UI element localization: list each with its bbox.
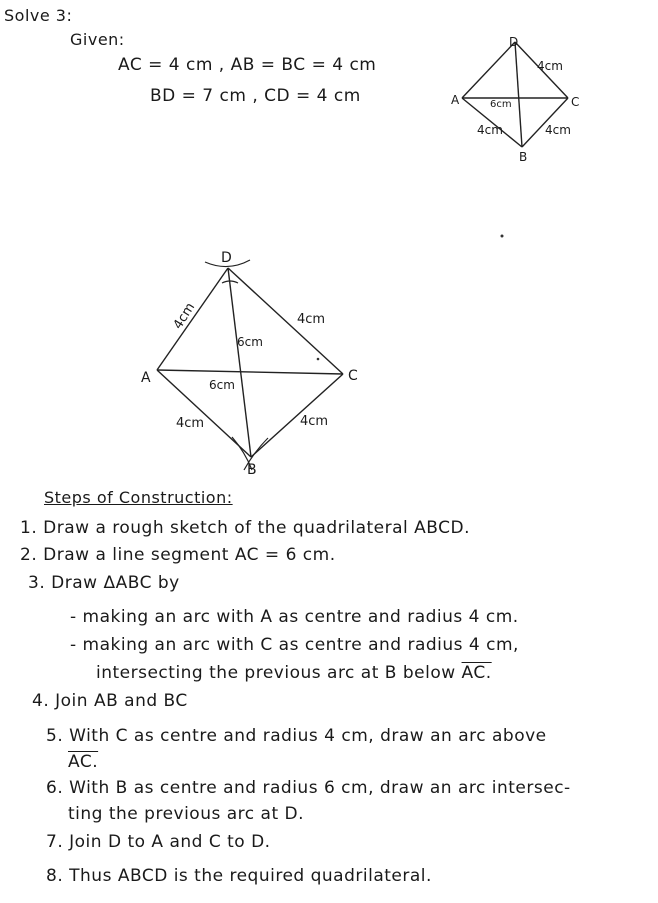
construction-figure — [141, 250, 358, 478]
step-number: 6. — [46, 778, 64, 798]
step-5 — [46, 726, 547, 746]
segment-ac: AC. — [461, 663, 492, 683]
step-text: Thus ABCD is the required quadrilateral. — [69, 866, 432, 886]
label-bd: 6cm — [237, 335, 263, 349]
step-6 — [46, 778, 571, 798]
vertex-b: B — [247, 462, 257, 478]
step-8 — [46, 866, 432, 886]
step-3c — [96, 663, 492, 683]
step-6-continued — [68, 804, 304, 824]
step-text: intersecting the previous arc at B below — [96, 663, 456, 683]
label-dc: 4cm — [297, 312, 326, 327]
step-text: Draw ΔABC by — [51, 573, 180, 593]
step-text: With B as centre and radius 6 cm, draw an arc intersec- — [69, 778, 571, 798]
rough-label-bc: 4cm — [545, 123, 571, 137]
step-number: 2. — [20, 545, 38, 565]
vertex-d: D — [221, 250, 232, 266]
given-line-1: AC = 4 cm , AB = BC = 4 cm — [118, 55, 377, 75]
step-7 — [46, 832, 271, 852]
diagonal-bd — [228, 268, 251, 457]
rough-side-ad — [462, 42, 515, 98]
step-text: ting the previous arc at D. — [68, 804, 305, 824]
steps-heading: Steps of Construction: — [44, 488, 233, 507]
step-text: Draw a rough sketch of the quadrilateral ABCD. — [43, 518, 471, 538]
solution-title: Solve 3: — [4, 6, 73, 25]
rough-label-ac: 6cm — [490, 99, 512, 110]
label-ac: 6cm — [209, 378, 235, 392]
rough-vertex-c: C — [571, 95, 580, 109]
label-ab: 4cm — [176, 416, 205, 431]
vertex-c: C — [348, 368, 358, 384]
diagonal-ac — [157, 370, 343, 374]
rough-diagonal-bd — [515, 42, 522, 147]
step-text: - making an arc with A as centre and radius 4 cm. — [70, 607, 519, 627]
stray-dot — [501, 235, 504, 238]
rough-sketch — [451, 35, 579, 164]
step-3b — [70, 635, 519, 655]
step-text: Draw a line segment AC = 6 cm. — [43, 545, 336, 565]
given-label: Given: — [70, 30, 125, 49]
step-3a — [70, 607, 519, 627]
step-number: 4. — [32, 691, 50, 711]
rough-vertex-b: B — [519, 150, 528, 164]
step-number: 8. — [46, 866, 64, 886]
label-bc: 4cm — [300, 414, 329, 429]
step-number: 7. — [46, 832, 64, 852]
step-1 — [20, 518, 470, 538]
construction-dot — [317, 358, 320, 361]
step-number: 1. — [20, 518, 38, 538]
step-text: Join D to A and C to D. — [69, 832, 271, 852]
step-5-continued — [68, 752, 98, 772]
side-cb — [251, 374, 343, 457]
rough-vertex-d: D — [509, 35, 519, 49]
side-dc — [228, 268, 343, 374]
step-text: Join AB and BC — [55, 691, 188, 711]
rough-label-ab: 4cm — [477, 123, 503, 137]
step-4 — [32, 691, 188, 711]
rough-vertex-a: A — [451, 93, 460, 107]
vertex-a: A — [141, 370, 151, 386]
step-text: With C as centre and radius 4 cm, draw an arc above — [69, 726, 547, 746]
step-3 — [28, 573, 180, 593]
segment-ac: AC. — [68, 752, 99, 772]
side-ad — [157, 268, 228, 370]
given-line-2: BD = 7 cm , CD = 4 cm — [150, 86, 361, 106]
step-number: 5. — [46, 726, 64, 746]
step-number: 3. — [28, 573, 46, 593]
rough-label-dc: 4cm — [537, 59, 563, 73]
label-ad: 4cm — [170, 300, 199, 333]
step-text: - making an arc with C as centre and radius 4 cm, — [70, 635, 519, 655]
step-2 — [20, 545, 336, 565]
